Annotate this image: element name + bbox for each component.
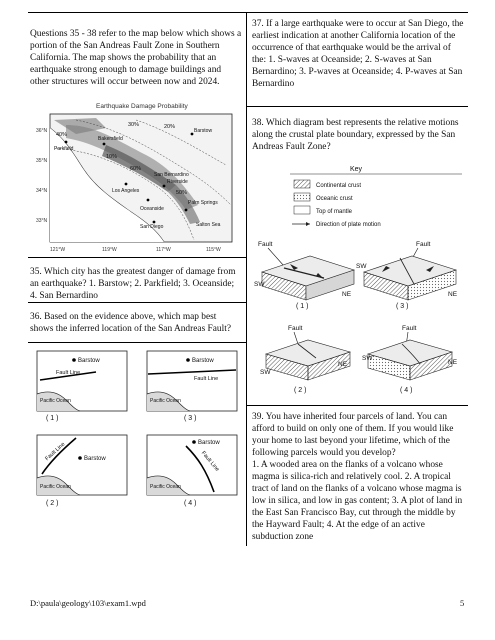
key-oceanic: Oceanic crust: [316, 196, 353, 202]
question-36: 36. Based on the evidence above, which map best shows the inferred location of the San Andreas Fault?: [30, 312, 231, 334]
map-label-riverside: Riverside: [167, 179, 188, 185]
question-38: 38. Which diagram best represents the relative motions along the crustal plate boundary, expressed by the San Andreas Fault Zone?: [252, 118, 459, 152]
question-37: 37. If a large earthquake were to occur at San Diego, the earliest indication at another California location of the occurrence of that earthquake would be the arrival of the: 1. S-waves at Oceanside; 2. S-waves at San Bernardino; 3. P-waves at Oceanside; 4. P-waves at San Bernardino: [252, 19, 464, 89]
lon-117: 117°W: [156, 247, 171, 252]
left-divider-2: [28, 302, 246, 303]
key-title: Key: [350, 166, 363, 173]
q36-3-ocean: Pacific Ocean: [150, 398, 181, 404]
map-pct-10: 10%: [106, 154, 118, 160]
d4-ne: NE: [448, 359, 458, 366]
map-label-los-angeles: Los Angeles: [112, 188, 140, 194]
lon-119: 119°W: [102, 247, 117, 252]
q36-1-barstow: Barstow: [78, 358, 100, 364]
q36-1-ocean: Pacific Ocean: [40, 398, 71, 404]
q36-label-4: ( 4 ): [184, 500, 197, 507]
right-divider-1: [246, 106, 468, 107]
d3-ne: NE: [448, 291, 458, 298]
d1-ne: NE: [342, 291, 352, 298]
key-direction: Direction of plate motion: [316, 222, 381, 228]
q38-diagram-1: [254, 238, 364, 310]
top-rule: [28, 12, 468, 13]
question-39: 39. You have inherited four parcels of land. You can afford to build on only one of them. If you would like your home to last beyond your lifetime, which of the following parcels would you develop?: [252, 412, 454, 458]
question-39-options: 1. A wooded area on the flanks of a volcano whose magma is silica-rich and relatively cool. 2. A tropical tract of land on the flanks of a volcano whose magma is low in silica, and low in gas content; 3. A plot of land in the East San Francisco Bay, cut through the middle by the Hayward Fault; 4. At the edge of an active subduction zone: [252, 460, 463, 542]
map-pct-60: 60%: [130, 166, 142, 172]
q36-4-barstow: Barstow: [198, 440, 220, 446]
d4-sw: SW: [362, 355, 373, 362]
q36-map-4: [146, 434, 238, 508]
d4-label: ( 4 ): [400, 387, 413, 394]
lat-35: 35°N: [36, 158, 48, 164]
q36-3-fault: Fault Line: [194, 376, 219, 382]
q38-diagram-3: [356, 238, 466, 310]
key-continental: Continental crust: [316, 183, 362, 189]
d1-label: ( 1 ): [296, 303, 309, 310]
d2-ne: NE: [338, 361, 348, 368]
map-label-salton-sea: Salton Sea: [196, 222, 221, 228]
d1-fault: Fault: [258, 241, 273, 248]
q36-label-3: ( 3 ): [184, 415, 197, 422]
left-divider-3: [28, 342, 246, 343]
map-label-palm-springs: Palm Springs: [188, 200, 218, 206]
map-pct-40: 40%: [56, 132, 68, 138]
map-label-bakersfield: Bakersfield: [98, 136, 123, 142]
map-label-barstow: Barstow: [194, 128, 213, 134]
footer-path: D:\paula\geology\103\exam1.wpd: [30, 598, 146, 608]
q36-map-1: [36, 350, 128, 422]
q36-4-fault: Fault Line: [199, 450, 221, 473]
left-divider-1: [28, 257, 246, 258]
right-divider-2: [246, 405, 468, 406]
q36-2-barstow: Barstow: [84, 456, 106, 462]
d1-sw: SW: [254, 281, 265, 288]
map-label-san-diego: San Diego: [140, 224, 164, 230]
q36-2-fault: Fault Line: [44, 441, 67, 463]
q35-38-intro: Questions 35 - 38 refer to the map below which shows a portion of the San Andreas Fault Zone in Southern California. The map shows the probability that an earthquake strong enough to damage buildings and other structures will occur between now and 2024.: [30, 29, 242, 87]
d3-sw: SW: [356, 263, 367, 270]
q36-map-3: [146, 350, 238, 422]
d4-fault: Fault: [402, 325, 417, 332]
map-pct-50: 50%: [176, 190, 188, 196]
map-label-oceanside: Oceanside: [140, 206, 164, 212]
q36-map-2: [36, 434, 128, 508]
d2-sw: SW: [260, 369, 271, 376]
d2-label: ( 2 ): [294, 387, 307, 394]
column-divider: [246, 12, 247, 546]
d3-label: ( 3 ): [396, 303, 409, 310]
d3-fault: Fault: [416, 241, 431, 248]
page-number: 5: [460, 598, 465, 608]
key-mantle: Top of mantle: [316, 209, 353, 215]
q38-diagram-2: [258, 322, 358, 394]
d2-fault: Fault: [288, 325, 303, 332]
q38-key: [290, 164, 462, 234]
q36-label-1: ( 1 ): [46, 415, 59, 422]
earthquake-probability-map: [36, 100, 240, 252]
q38-diagram-4: [360, 322, 464, 394]
lon-115: 115°W: [206, 247, 221, 252]
lat-34: 34°N: [36, 188, 48, 194]
lon-121: 121°W: [50, 247, 66, 252]
lat-36: 36°N: [36, 128, 48, 134]
q36-label-2: ( 2 ): [46, 500, 59, 507]
lat-33: 33°N: [36, 218, 48, 224]
map-title: Earthquake Damage Probability: [96, 103, 188, 110]
q36-2-ocean: Pacific Ocean: [40, 484, 71, 490]
q36-3-barstow: Barstow: [192, 358, 214, 364]
map-pct-30: 30%: [128, 122, 140, 128]
map-label-san-bernardino: San Bernardino: [154, 172, 189, 178]
question-35: 35. Which city has the greatest danger of damage from an earthquake? 1. Barstow; 2. Parkfield; 3. Oceanside; 4. San Bernardino: [30, 267, 236, 301]
map-pct-20: 20%: [164, 124, 176, 130]
map-label-parkfield: Parkfield: [54, 146, 74, 152]
q36-1-fault: Fault Line: [56, 370, 81, 376]
q36-4-ocean: Pacific Ocean: [150, 484, 181, 490]
